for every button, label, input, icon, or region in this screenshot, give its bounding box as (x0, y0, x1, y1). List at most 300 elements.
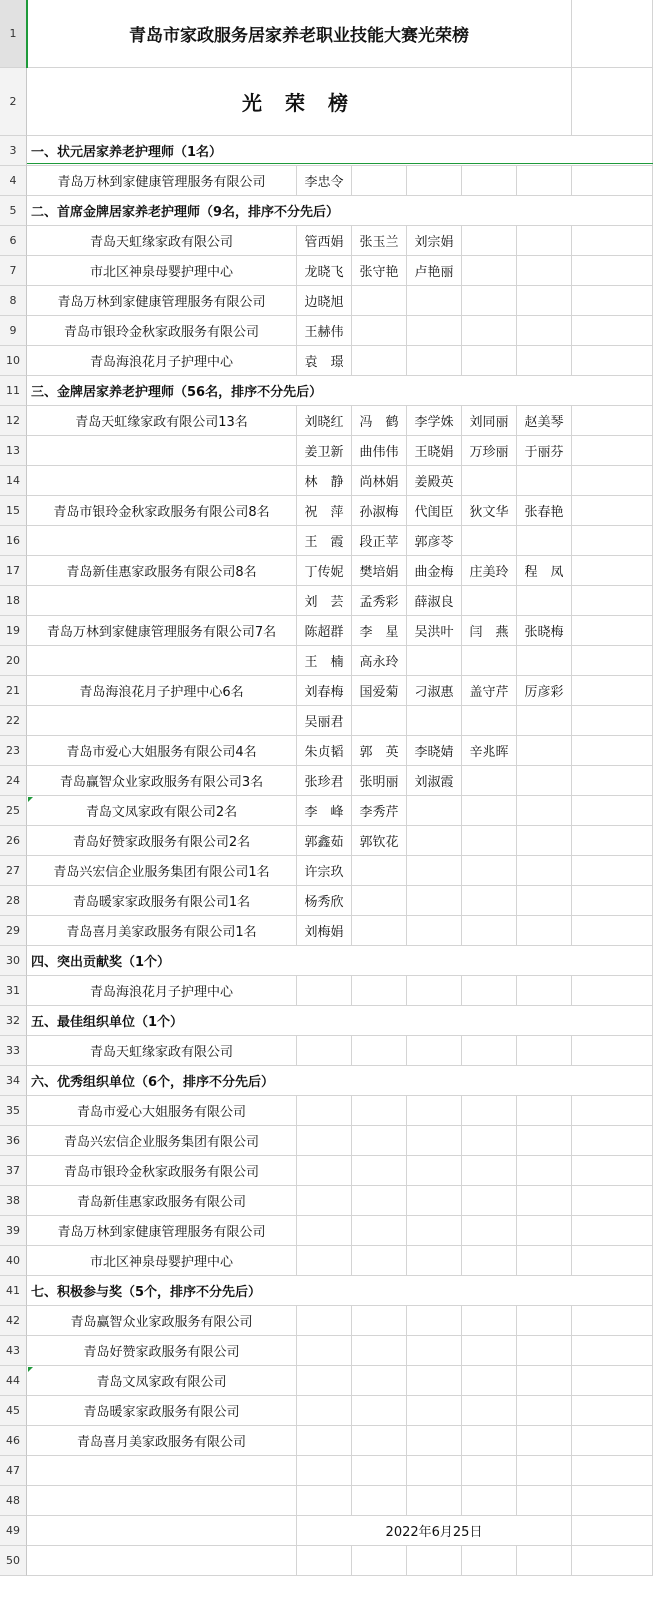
name-cell[interactable] (462, 316, 517, 346)
name-cell[interactable]: 朱贞韬 (297, 736, 352, 766)
name-cell[interactable] (352, 316, 407, 346)
cell[interactable] (572, 466, 653, 496)
cell[interactable] (517, 1546, 572, 1576)
cell[interactable] (572, 346, 653, 376)
name-cell[interactable]: 冯 鹤 (352, 406, 407, 436)
name-cell[interactable] (407, 916, 462, 946)
cell[interactable] (517, 1486, 572, 1516)
section-heading[interactable]: 五、最佳组织单位（1个） (27, 1006, 653, 1036)
name-cell[interactable] (352, 1366, 407, 1396)
row-header[interactable]: 4 (0, 166, 27, 196)
name-cell[interactable]: 张明丽 (352, 766, 407, 796)
cell[interactable] (572, 826, 653, 856)
organization-cell[interactable]: 青岛万林到家健康管理服务有限公司 (27, 1216, 297, 1246)
name-cell[interactable] (517, 226, 572, 256)
row-header[interactable]: 30 (0, 946, 27, 976)
name-cell[interactable]: 王赫伟 (297, 316, 352, 346)
cell[interactable] (572, 1366, 653, 1396)
name-cell[interactable]: 刘晓红 (297, 406, 352, 436)
name-cell[interactable]: 段正苹 (352, 526, 407, 556)
cell[interactable] (462, 1546, 517, 1576)
row-header[interactable]: 36 (0, 1126, 27, 1156)
section-heading[interactable]: 一、状元居家养老护理师（1名） (27, 136, 653, 166)
name-cell[interactable] (352, 166, 407, 196)
organization-cell[interactable]: 市北区神泉母婴护理中心 (27, 1246, 297, 1276)
row-header[interactable]: 32 (0, 1006, 27, 1036)
row-header[interactable]: 28 (0, 886, 27, 916)
name-cell[interactable] (462, 346, 517, 376)
name-cell[interactable] (352, 1336, 407, 1366)
organization-cell[interactable]: 青岛喜月美家政服务有限公司 (27, 1426, 297, 1456)
name-cell[interactable]: 姜卫新 (297, 436, 352, 466)
organization-cell[interactable] (27, 526, 297, 556)
cell[interactable] (517, 1456, 572, 1486)
name-cell[interactable] (517, 1426, 572, 1456)
cell[interactable] (27, 1486, 297, 1516)
name-cell[interactable]: 王 楠 (297, 646, 352, 676)
row-header[interactable]: 48 (0, 1486, 27, 1516)
cell[interactable] (572, 226, 653, 256)
name-cell[interactable] (517, 1186, 572, 1216)
row-header[interactable]: 9 (0, 316, 27, 346)
row-header[interactable]: 41 (0, 1276, 27, 1306)
name-cell[interactable]: 郭鑫茹 (297, 826, 352, 856)
name-cell[interactable] (407, 826, 462, 856)
name-cell[interactable]: 国爱菊 (352, 676, 407, 706)
name-cell[interactable] (517, 526, 572, 556)
cell[interactable] (572, 316, 653, 346)
name-cell[interactable]: 祝 萍 (297, 496, 352, 526)
cell[interactable] (572, 1096, 653, 1126)
cell[interactable] (572, 616, 653, 646)
cell[interactable] (572, 1216, 653, 1246)
organization-cell[interactable]: 青岛万林到家健康管理服务有限公司7名 (27, 616, 297, 646)
cell[interactable] (572, 916, 653, 946)
cell[interactable] (407, 1546, 462, 1576)
name-cell[interactable] (517, 466, 572, 496)
organization-cell[interactable]: 青岛喜月美家政服务有限公司1名 (27, 916, 297, 946)
name-cell[interactable] (352, 1126, 407, 1156)
organization-cell[interactable]: 青岛赢智众业家政服务有限公司 (27, 1306, 297, 1336)
cell[interactable] (572, 436, 653, 466)
cell[interactable] (572, 556, 653, 586)
name-cell[interactable] (517, 706, 572, 736)
cell[interactable] (572, 526, 653, 556)
name-cell[interactable] (517, 976, 572, 1006)
name-cell[interactable] (407, 1216, 462, 1246)
name-cell[interactable] (297, 1426, 352, 1456)
row-header[interactable]: 13 (0, 436, 27, 466)
row-header[interactable]: 14 (0, 466, 27, 496)
cell[interactable] (352, 1546, 407, 1576)
name-cell[interactable] (407, 1336, 462, 1366)
name-cell[interactable] (352, 1096, 407, 1126)
name-cell[interactable] (407, 886, 462, 916)
cell[interactable] (572, 1306, 653, 1336)
name-cell[interactable] (462, 826, 517, 856)
cell[interactable] (572, 256, 653, 286)
name-cell[interactable] (407, 1396, 462, 1426)
name-cell[interactable] (462, 1186, 517, 1216)
name-cell[interactable] (517, 796, 572, 826)
name-cell[interactable]: 曲伟伟 (352, 436, 407, 466)
organization-cell[interactable]: 青岛暖家家政服务有限公司1名 (27, 886, 297, 916)
organization-cell[interactable]: 市北区神泉母婴护理中心 (27, 256, 297, 286)
cell[interactable] (572, 1156, 653, 1186)
cell[interactable] (572, 1246, 653, 1276)
section-heading[interactable]: 三、金牌居家养老护理师（56名，排序不分先后） (27, 376, 653, 406)
row-header[interactable]: 25 (0, 796, 27, 826)
organization-cell[interactable]: 青岛万林到家健康管理服务有限公司 (27, 166, 297, 196)
name-cell[interactable] (297, 1156, 352, 1186)
name-cell[interactable] (352, 916, 407, 946)
row-header[interactable]: 11 (0, 376, 27, 406)
name-cell[interactable] (462, 1426, 517, 1456)
name-cell[interactable] (462, 1036, 517, 1066)
name-cell[interactable]: 管西娟 (297, 226, 352, 256)
name-cell[interactable]: 杨秀欣 (297, 886, 352, 916)
name-cell[interactable]: 曲金梅 (407, 556, 462, 586)
cell[interactable] (352, 1486, 407, 1516)
row-header[interactable]: 2 (0, 68, 27, 136)
cell[interactable] (572, 706, 653, 736)
row-header[interactable]: 24 (0, 766, 27, 796)
name-cell[interactable] (352, 1186, 407, 1216)
name-cell[interactable]: 刁淑惠 (407, 676, 462, 706)
name-cell[interactable] (462, 586, 517, 616)
cell[interactable] (572, 496, 653, 526)
name-cell[interactable]: 樊培娟 (352, 556, 407, 586)
name-cell[interactable] (407, 1306, 462, 1336)
name-cell[interactable] (352, 1426, 407, 1456)
organization-cell[interactable]: 青岛好赞家政服务有限公司2名 (27, 826, 297, 856)
name-cell[interactable] (517, 346, 572, 376)
organization-cell[interactable]: 青岛万林到家健康管理服务有限公司 (27, 286, 297, 316)
name-cell[interactable]: 龙晓飞 (297, 256, 352, 286)
organization-cell[interactable]: 青岛好赞家政服务有限公司 (27, 1336, 297, 1366)
name-cell[interactable] (352, 1036, 407, 1066)
organization-cell[interactable]: 青岛市爱心大姐服务有限公司 (27, 1096, 297, 1126)
organization-cell[interactable]: 青岛文凤家政有限公司2名 (27, 796, 297, 826)
name-cell[interactable] (352, 706, 407, 736)
row-header[interactable]: 31 (0, 976, 27, 1006)
name-cell[interactable] (517, 916, 572, 946)
cell[interactable] (572, 856, 653, 886)
row-header[interactable]: 46 (0, 1426, 27, 1456)
name-cell[interactable] (517, 1036, 572, 1066)
name-cell[interactable]: 万珍丽 (462, 436, 517, 466)
name-cell[interactable]: 张春艳 (517, 496, 572, 526)
row-header[interactable]: 19 (0, 616, 27, 646)
name-cell[interactable] (352, 346, 407, 376)
organization-cell[interactable]: 青岛海浪花月子护理中心 (27, 976, 297, 1006)
name-cell[interactable] (407, 1126, 462, 1156)
name-cell[interactable] (407, 1156, 462, 1186)
row-header[interactable]: 42 (0, 1306, 27, 1336)
name-cell[interactable] (462, 976, 517, 1006)
name-cell[interactable] (517, 586, 572, 616)
name-cell[interactable] (517, 1306, 572, 1336)
organization-cell[interactable] (27, 466, 297, 496)
name-cell[interactable]: 代闺臣 (407, 496, 462, 526)
row-header[interactable]: 47 (0, 1456, 27, 1486)
row-header[interactable]: 44 (0, 1366, 27, 1396)
cell[interactable] (297, 1486, 352, 1516)
name-cell[interactable] (352, 286, 407, 316)
name-cell[interactable] (462, 526, 517, 556)
name-cell[interactable] (462, 856, 517, 886)
name-cell[interactable] (407, 1186, 462, 1216)
cell[interactable] (572, 68, 653, 136)
name-cell[interactable] (297, 1366, 352, 1396)
name-cell[interactable]: 李 峰 (297, 796, 352, 826)
cell[interactable] (297, 1456, 352, 1486)
row-header[interactable]: 49 (0, 1516, 27, 1546)
row-header[interactable]: 23 (0, 736, 27, 766)
section-heading[interactable]: 七、积极参与奖（5个，排序不分先后） (27, 1276, 653, 1306)
cell[interactable] (572, 1546, 653, 1576)
row-header[interactable]: 34 (0, 1066, 27, 1096)
name-cell[interactable] (297, 1336, 352, 1366)
name-cell[interactable]: 王晓娟 (407, 436, 462, 466)
name-cell[interactable]: 程 凤 (517, 556, 572, 586)
row-header[interactable]: 17 (0, 556, 27, 586)
name-cell[interactable] (517, 166, 572, 196)
cell[interactable] (572, 1486, 653, 1516)
name-cell[interactable]: 刘同丽 (462, 406, 517, 436)
cell[interactable] (407, 1456, 462, 1486)
name-cell[interactable] (462, 1306, 517, 1336)
name-cell[interactable] (462, 1336, 517, 1366)
name-cell[interactable]: 张玉兰 (352, 226, 407, 256)
cell[interactable] (572, 1036, 653, 1066)
row-header[interactable]: 22 (0, 706, 27, 736)
organization-cell[interactable]: 青岛新佳惠家政服务有限公司8名 (27, 556, 297, 586)
row-header[interactable]: 1 (0, 0, 27, 68)
name-cell[interactable]: 郭彦苓 (407, 526, 462, 556)
cell[interactable] (572, 1516, 653, 1546)
organization-cell[interactable] (27, 436, 297, 466)
row-header[interactable]: 3 (0, 136, 27, 166)
name-cell[interactable]: 李忠令 (297, 166, 352, 196)
name-cell[interactable]: 李 星 (352, 616, 407, 646)
name-cell[interactable]: 刘梅娟 (297, 916, 352, 946)
cell[interactable] (572, 886, 653, 916)
cell[interactable] (572, 1426, 653, 1456)
date-cell[interactable]: 2022年6月25日 (297, 1516, 572, 1546)
name-cell[interactable] (462, 916, 517, 946)
name-cell[interactable]: 孟秀彩 (352, 586, 407, 616)
name-cell[interactable] (517, 856, 572, 886)
cell[interactable] (572, 1456, 653, 1486)
name-cell[interactable]: 李秀芹 (352, 796, 407, 826)
sheet-title[interactable]: 青岛市家政服务居家养老职业技能大赛光荣榜 (27, 0, 572, 68)
name-cell[interactable] (407, 976, 462, 1006)
name-cell[interactable] (297, 1306, 352, 1336)
organization-cell[interactable]: 青岛暖家家政服务有限公司 (27, 1396, 297, 1426)
name-cell[interactable] (407, 796, 462, 826)
row-header[interactable]: 21 (0, 676, 27, 706)
name-cell[interactable] (517, 1126, 572, 1156)
name-cell[interactable]: 边晓旭 (297, 286, 352, 316)
row-header[interactable]: 12 (0, 406, 27, 436)
row-header[interactable]: 33 (0, 1036, 27, 1066)
name-cell[interactable] (297, 1216, 352, 1246)
name-cell[interactable] (407, 286, 462, 316)
name-cell[interactable] (517, 1396, 572, 1426)
cell[interactable] (572, 766, 653, 796)
name-cell[interactable] (462, 226, 517, 256)
name-cell[interactable] (352, 1396, 407, 1426)
section-heading[interactable]: 二、首席金牌居家养老护理师（9名，排序不分先后） (27, 196, 653, 226)
name-cell[interactable] (297, 1096, 352, 1126)
cell[interactable] (572, 976, 653, 1006)
name-cell[interactable] (407, 1036, 462, 1066)
organization-cell[interactable]: 青岛天虹缘家政有限公司 (27, 226, 297, 256)
organization-cell[interactable]: 青岛文凤家政有限公司 (27, 1366, 297, 1396)
name-cell[interactable] (517, 886, 572, 916)
name-cell[interactable] (407, 316, 462, 346)
name-cell[interactable] (462, 1126, 517, 1156)
organization-cell[interactable]: 青岛市银玲金秋家政服务有限公司8名 (27, 496, 297, 526)
name-cell[interactable]: 张珍君 (297, 766, 352, 796)
name-cell[interactable] (297, 1186, 352, 1216)
name-cell[interactable]: 王 霞 (297, 526, 352, 556)
name-cell[interactable] (407, 346, 462, 376)
cell[interactable] (572, 1126, 653, 1156)
name-cell[interactable]: 姜殿英 (407, 466, 462, 496)
name-cell[interactable] (352, 886, 407, 916)
name-cell[interactable] (407, 166, 462, 196)
name-cell[interactable]: 尚林娟 (352, 466, 407, 496)
name-cell[interactable]: 于丽芬 (517, 436, 572, 466)
name-cell[interactable] (517, 286, 572, 316)
cell[interactable] (27, 1456, 297, 1486)
name-cell[interactable] (297, 1396, 352, 1426)
name-cell[interactable] (462, 706, 517, 736)
name-cell[interactable] (517, 1336, 572, 1366)
name-cell[interactable] (462, 1366, 517, 1396)
name-cell[interactable] (462, 646, 517, 676)
name-cell[interactable] (407, 856, 462, 886)
name-cell[interactable] (517, 1246, 572, 1276)
cell[interactable] (572, 646, 653, 676)
row-header[interactable]: 16 (0, 526, 27, 556)
name-cell[interactable] (517, 736, 572, 766)
name-cell[interactable] (297, 1126, 352, 1156)
name-cell[interactable]: 许宗玖 (297, 856, 352, 886)
organization-cell[interactable]: 青岛天虹缘家政有限公司 (27, 1036, 297, 1066)
name-cell[interactable]: 张晓梅 (517, 616, 572, 646)
organization-cell[interactable]: 青岛新佳惠家政服务有限公司 (27, 1186, 297, 1216)
organization-cell[interactable]: 青岛赢智众业家政服务有限公司3名 (27, 766, 297, 796)
cell[interactable] (572, 1186, 653, 1216)
name-cell[interactable] (352, 1216, 407, 1246)
name-cell[interactable]: 赵美琴 (517, 406, 572, 436)
name-cell[interactable] (517, 646, 572, 676)
name-cell[interactable] (352, 976, 407, 1006)
cell[interactable] (572, 286, 653, 316)
name-cell[interactable]: 陈超群 (297, 616, 352, 646)
row-header[interactable]: 18 (0, 586, 27, 616)
name-cell[interactable]: 林 静 (297, 466, 352, 496)
row-header[interactable]: 35 (0, 1096, 27, 1126)
name-cell[interactable] (407, 1096, 462, 1126)
name-cell[interactable] (462, 166, 517, 196)
name-cell[interactable]: 卢艳丽 (407, 256, 462, 286)
cell[interactable] (462, 1486, 517, 1516)
organization-cell[interactable]: 青岛海浪花月子护理中心6名 (27, 676, 297, 706)
name-cell[interactable]: 辛兆晖 (462, 736, 517, 766)
name-cell[interactable] (462, 1216, 517, 1246)
organization-cell[interactable]: 青岛兴宏信企业服务集团有限公司1名 (27, 856, 297, 886)
name-cell[interactable] (462, 1096, 517, 1126)
organization-cell[interactable] (27, 706, 297, 736)
name-cell[interactable] (462, 796, 517, 826)
row-header[interactable]: 26 (0, 826, 27, 856)
cell[interactable] (27, 1516, 297, 1546)
name-cell[interactable] (407, 1366, 462, 1396)
name-cell[interactable] (462, 286, 517, 316)
row-header[interactable]: 50 (0, 1546, 27, 1576)
name-cell[interactable] (462, 1156, 517, 1186)
name-cell[interactable]: 袁 璟 (297, 346, 352, 376)
row-header[interactable]: 29 (0, 916, 27, 946)
row-header[interactable]: 45 (0, 1396, 27, 1426)
row-header[interactable]: 15 (0, 496, 27, 526)
name-cell[interactable] (462, 466, 517, 496)
organization-cell[interactable] (27, 586, 297, 616)
name-cell[interactable] (462, 1396, 517, 1426)
row-header[interactable]: 10 (0, 346, 27, 376)
row-header[interactable]: 37 (0, 1156, 27, 1186)
cell[interactable] (572, 1336, 653, 1366)
name-cell[interactable]: 盖守芹 (462, 676, 517, 706)
name-cell[interactable]: 孙淑梅 (352, 496, 407, 526)
name-cell[interactable] (517, 1216, 572, 1246)
name-cell[interactable] (297, 1246, 352, 1276)
row-header[interactable]: 38 (0, 1186, 27, 1216)
name-cell[interactable] (517, 1096, 572, 1126)
cell[interactable] (572, 0, 653, 68)
name-cell[interactable] (462, 766, 517, 796)
name-cell[interactable] (407, 1426, 462, 1456)
name-cell[interactable] (517, 826, 572, 856)
name-cell[interactable]: 郭钦花 (352, 826, 407, 856)
row-header[interactable]: 40 (0, 1246, 27, 1276)
cell[interactable] (27, 1546, 297, 1576)
name-cell[interactable]: 厉彦彩 (517, 676, 572, 706)
name-cell[interactable] (297, 976, 352, 1006)
cell[interactable] (297, 1546, 352, 1576)
name-cell[interactable]: 高永玲 (352, 646, 407, 676)
cell[interactable] (572, 736, 653, 766)
name-cell[interactable]: 郭 英 (352, 736, 407, 766)
name-cell[interactable]: 薛淑良 (407, 586, 462, 616)
name-cell[interactable]: 吴洪叶 (407, 616, 462, 646)
name-cell[interactable]: 丁传妮 (297, 556, 352, 586)
name-cell[interactable]: 刘宗娟 (407, 226, 462, 256)
cell[interactable] (572, 166, 653, 196)
organization-cell[interactable]: 青岛天虹缘家政有限公司13名 (27, 406, 297, 436)
name-cell[interactable]: 李晓婧 (407, 736, 462, 766)
row-header[interactable]: 8 (0, 286, 27, 316)
cell[interactable] (572, 586, 653, 616)
name-cell[interactable]: 刘春梅 (297, 676, 352, 706)
name-cell[interactable] (517, 316, 572, 346)
name-cell[interactable]: 李学姝 (407, 406, 462, 436)
cell[interactable] (462, 1456, 517, 1486)
